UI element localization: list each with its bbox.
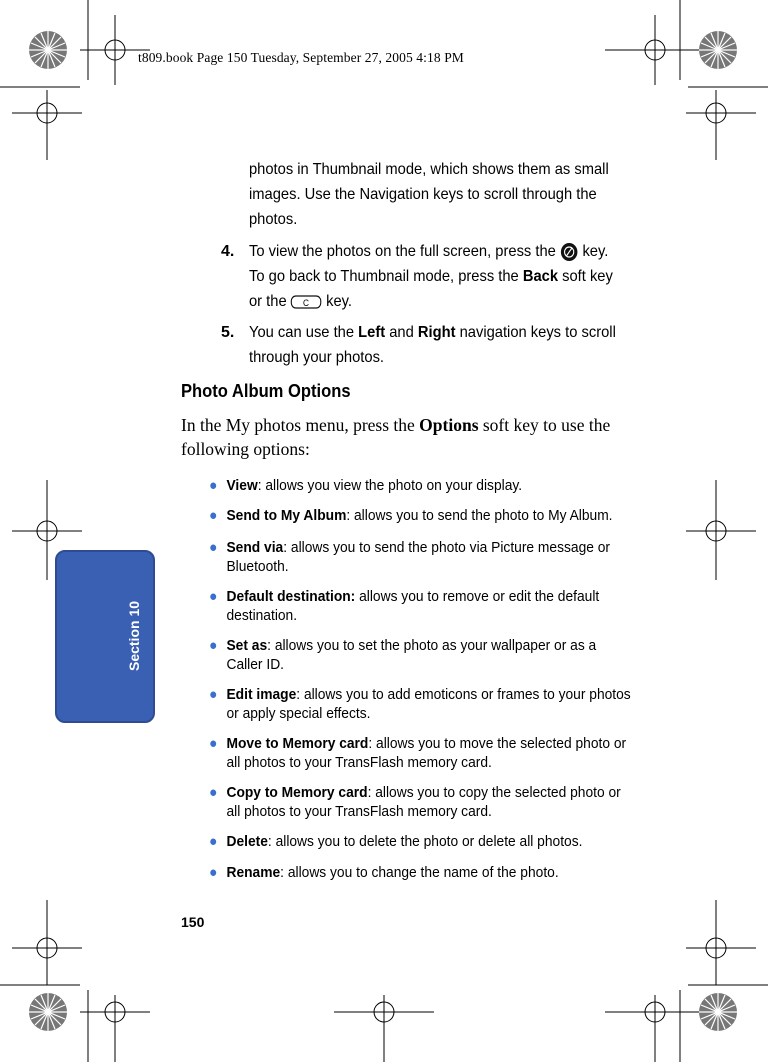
- bullet-dot-icon: ●: [209, 477, 218, 494]
- list-item: [209, 636, 632, 674]
- list-item: [209, 734, 632, 772]
- step-text: and: [389, 324, 414, 341]
- option-description: allows you to remove or edit the default destination.: [226, 588, 600, 624]
- options-softkey-label: Options: [419, 415, 479, 435]
- camera-ok-key-icon: [560, 242, 578, 262]
- list-item: [209, 685, 632, 723]
- step-number: 4.: [221, 243, 235, 260]
- option-term: Move to Memory card: [226, 735, 369, 752]
- intro-text: In the My photos menu, press the: [181, 415, 415, 435]
- bullet-dot-icon: ●: [209, 588, 218, 605]
- clear-c-key-icon: [291, 294, 322, 310]
- starburst-wheel-top-right: [699, 31, 737, 69]
- registration-target-7: [12, 900, 82, 985]
- registration-target-2: [605, 15, 700, 85]
- option-term: Copy to Memory card: [226, 784, 368, 801]
- option-description: : allows you to change the name of the photo.: [280, 864, 559, 881]
- option-description: : allows you to send the photo to My Album.: [346, 507, 613, 524]
- list-item: [209, 783, 632, 821]
- step-text: or the: [249, 293, 287, 310]
- step-text: key.: [582, 243, 609, 260]
- registration-target-8: [686, 900, 756, 985]
- option-term: Send to My Album: [226, 507, 347, 524]
- option-description: : allows you to delete the photo or delete all photos.: [267, 833, 583, 850]
- step-text: navigation keys to scroll through your photos.: [249, 324, 616, 366]
- option-term: Set as: [226, 637, 268, 654]
- intro-text: soft key to use the following options:: [181, 415, 611, 459]
- starburst-wheel-top-left: [29, 31, 67, 69]
- list-item: [209, 506, 632, 525]
- step-text: To view the photos on the full screen, press the: [249, 243, 556, 260]
- page-number: 150: [181, 914, 205, 930]
- continuation-paragraph: photos in Thumbnail mode, which shows them as small images. Use the Navigation keys to scroll through the photos.: [249, 161, 609, 228]
- step-text: To go back to Thumbnail mode, press the: [249, 268, 519, 285]
- option-description: : allows you to send the photo via Picture message or Bluetooth.: [226, 539, 611, 575]
- option-description: : allows you view the photo on your display.: [257, 477, 523, 494]
- bullet-dot-icon: ●: [209, 637, 218, 654]
- registration-target-4: [686, 90, 756, 160]
- starburst-wheel-bottom-right: [699, 993, 737, 1031]
- registration-target-6: [686, 480, 756, 580]
- option-description: : allows you to add emoticons or frames to your photos or apply special effects.: [226, 686, 631, 722]
- registration-target-9: [80, 995, 150, 1062]
- list-item: [209, 863, 632, 882]
- section-heading: Photo Album Options: [181, 381, 351, 401]
- step-text: key.: [326, 293, 353, 310]
- bullet-dot-icon: ●: [209, 864, 218, 881]
- registration-target-10: [334, 995, 434, 1062]
- bullet-dot-icon: ●: [209, 686, 218, 703]
- print-header: t809.book Page 150 Tuesday, September 27, 2005 4:18 PM: [138, 50, 464, 65]
- list-item: [209, 538, 632, 576]
- option-term: Delete: [226, 833, 268, 850]
- option-term: View: [226, 477, 258, 494]
- bullet-dot-icon: ●: [209, 784, 218, 801]
- starburst-wheel-bottom-left: [29, 993, 67, 1031]
- option-description: : allows you to copy the selected photo or all photos to your TransFlash memory card.: [226, 784, 621, 820]
- step-text: You can use the: [249, 324, 355, 341]
- list-item: [209, 587, 632, 625]
- registration-target-11: [605, 995, 700, 1062]
- option-term: Send via: [226, 539, 284, 556]
- list-item: [209, 476, 632, 495]
- step-number: 5.: [221, 324, 235, 341]
- intro-paragraph: [181, 413, 651, 461]
- bullet-dot-icon: ●: [209, 539, 218, 556]
- svg-text:C: C: [303, 297, 310, 308]
- back-softkey-label: Back: [522, 268, 559, 285]
- option-term: Edit image: [226, 686, 297, 703]
- list-item: [209, 832, 632, 851]
- left-key-label: Left: [358, 324, 386, 341]
- registration-target-3: [12, 90, 82, 160]
- section-tab-label: Section 10: [126, 600, 142, 672]
- option-term: Default destination:: [226, 588, 356, 605]
- bullet-dot-icon: ●: [209, 735, 218, 752]
- bullet-dot-icon: ●: [209, 507, 218, 524]
- option-description: : allows you to move the selected photo or all photos to your TransFlash memory card.: [226, 735, 627, 771]
- bullet-dot-icon: ●: [209, 833, 218, 850]
- right-key-label: Right: [417, 324, 456, 341]
- option-term: Rename: [226, 864, 281, 881]
- option-description: : allows you to set the photo as your wallpaper or as a Caller ID.: [226, 637, 597, 673]
- step-text: soft key: [562, 268, 613, 285]
